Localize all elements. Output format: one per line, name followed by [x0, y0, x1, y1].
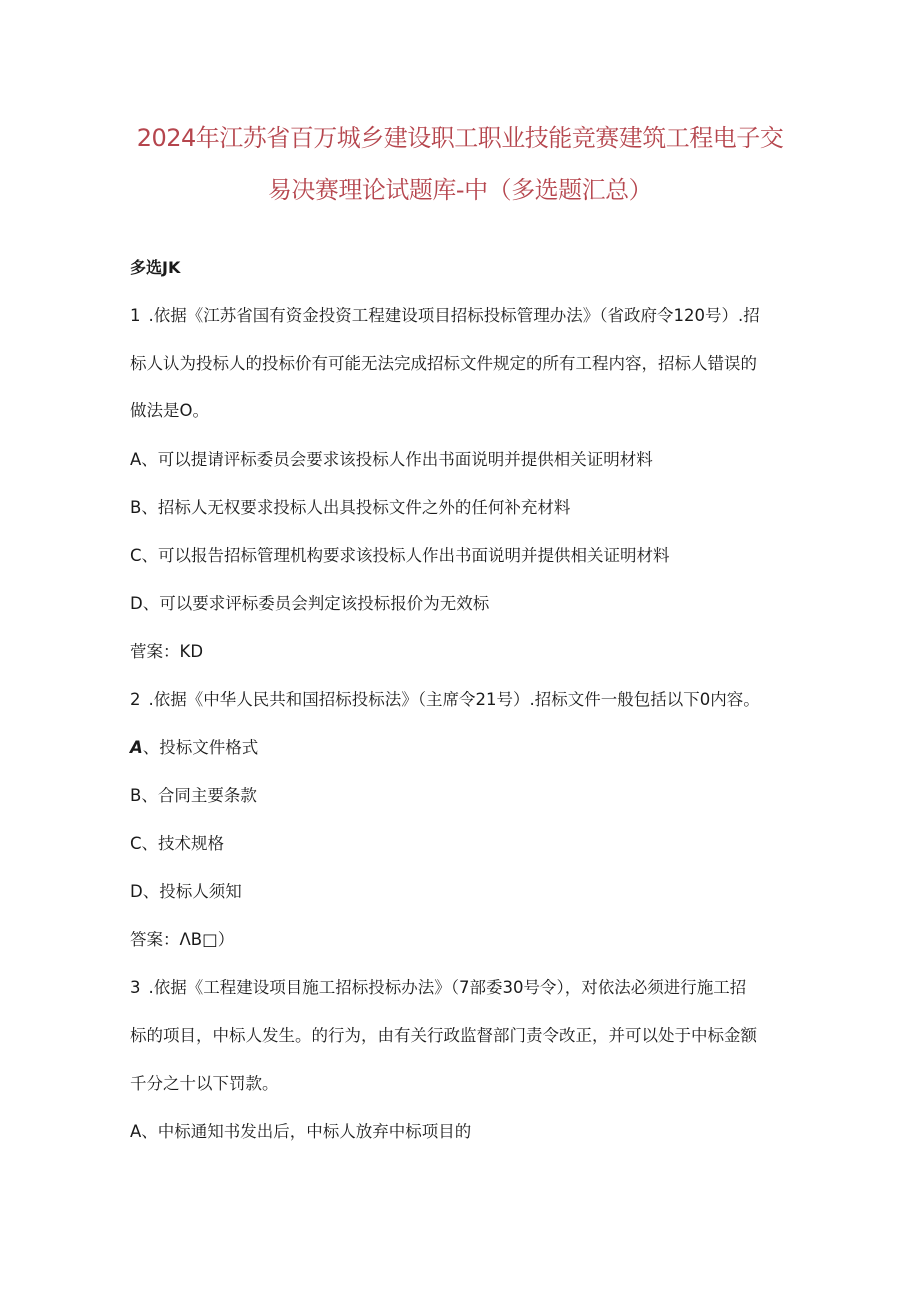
option-letter: B	[130, 498, 142, 517]
question-1-option-c	[130, 545, 670, 567]
option-letter: D	[130, 594, 143, 613]
question-2-text-line-1: .依据《中华人民共和国招标投标法》（主席令21号）.招标文件一般包括以下0内容。	[148, 690, 760, 709]
question-1-text-line-1: .依据《江苏省国有资金投资工程建设项目招标投标管理办法》（省政府令120号）.招	[148, 306, 760, 325]
option-letter: A	[130, 450, 142, 469]
option-text: 、可以报告招标管理机构要求该投标人作出书面说明并提供相关证明材料	[141, 546, 670, 565]
option-letter: D	[130, 882, 143, 901]
question-3-text-line-1: .依据《工程建设项目施工招标投标办法》（7部委30号令），对依法必须进行施工招	[148, 978, 747, 997]
question-1-option-d	[130, 593, 489, 615]
question-1-text-line-3: 做法是O。	[130, 401, 209, 420]
document-title-line-2: 易决赛理论试题库-中（多选题汇总）	[267, 176, 653, 204]
document-title-line-1: 2024年江苏省百万城乡建设职工职业技能竞赛建筑工程电子交	[136, 124, 784, 152]
option-letter: B	[130, 786, 142, 805]
question-3-option-a	[130, 1121, 471, 1143]
question-1-text-line-2: 标人认为投标人的投标价有可能无法完成招标文件规定的所有工程内容，招标人错误的	[130, 354, 757, 373]
question-3-line-1	[130, 977, 746, 999]
question-3-text-line-2: 标的项目，中标人发生。的行为，由有关行政监督部门责令改正，并可以处于中标金额	[130, 1026, 757, 1045]
question-1-option-a	[130, 449, 653, 471]
question-3-number: 3	[130, 978, 141, 997]
option-letter: A	[130, 1122, 142, 1141]
option-text: 、可以要求评标委员会判定该投标报价为无效标	[142, 594, 490, 613]
question-2-option-a	[130, 737, 258, 759]
option-letter: C	[130, 834, 142, 853]
question-1-option-b	[130, 497, 570, 519]
question-2-option-d	[130, 881, 242, 903]
question-1-line-1	[130, 305, 760, 327]
question-2-answer: 答案：ΛB□）	[130, 930, 235, 949]
option-letter: C	[130, 546, 142, 565]
question-2-option-c	[130, 833, 224, 855]
question-3-text-line-3: 千分之十以下罚款。	[130, 1074, 279, 1093]
option-text: 、可以提请评标委员会要求该投标人作出书面说明并提供相关证明材料	[141, 450, 653, 469]
question-1-answer: 菅案：KD	[130, 642, 204, 661]
question-1-number: 1	[130, 306, 141, 325]
option-text: 、投标人须知	[142, 882, 242, 901]
option-text: 、中标通知书发出后，中标人放弃中标项目的	[141, 1122, 472, 1141]
question-2-line-1	[130, 689, 760, 711]
option-letter: A	[130, 738, 143, 757]
option-text: 、招标人无权要求投标人出具投标文件之外的任何补充材料	[141, 498, 571, 517]
option-text: 、合同主要条款	[141, 786, 257, 805]
question-2-option-b	[130, 785, 257, 807]
option-text: 、投标文件格式	[142, 738, 259, 757]
section-label: 多选JK	[130, 258, 181, 277]
option-text: 、技术规格	[141, 834, 225, 853]
question-2-number: 2	[130, 690, 141, 709]
